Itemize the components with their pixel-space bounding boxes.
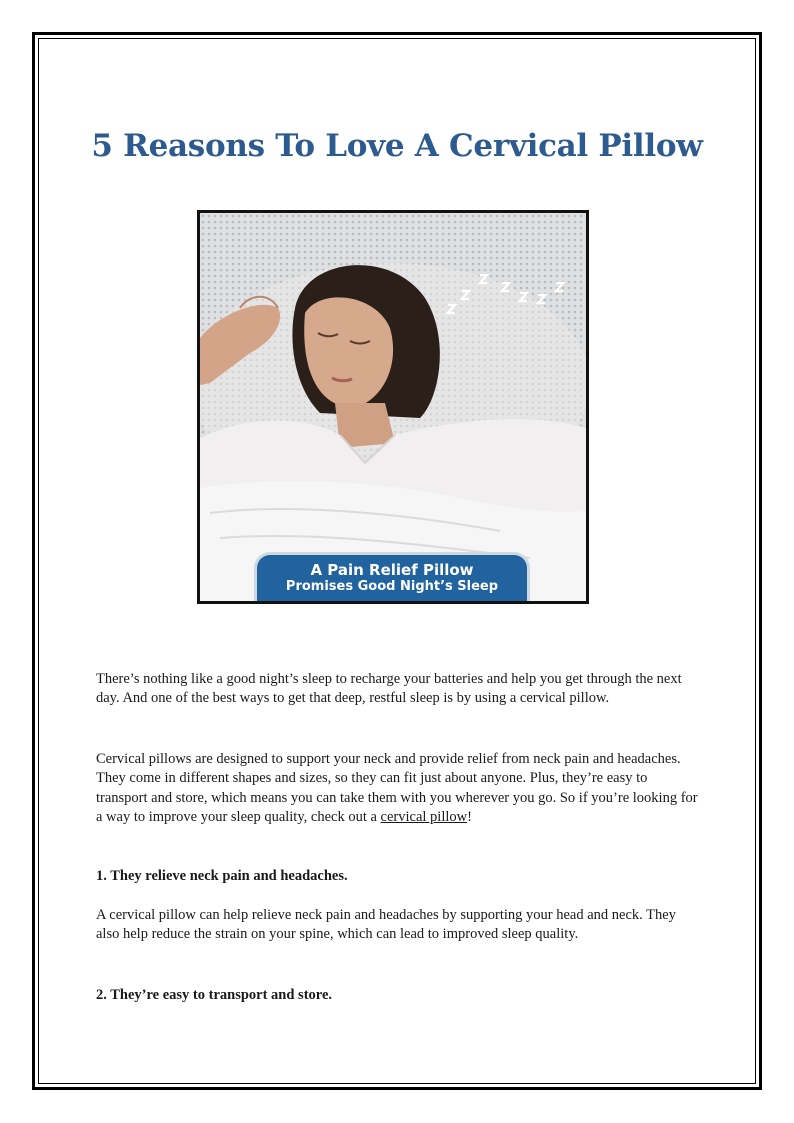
- banner-headline: A Pain Relief Pillow: [310, 561, 474, 579]
- sleeping-woman-illustration: [200, 213, 586, 601]
- cervical-pillow-link[interactable]: cervical pillow: [380, 808, 468, 825]
- cervical-pillow-paragraph: [96, 750, 702, 827]
- hero-image: [197, 210, 589, 604]
- image-banner: [254, 552, 530, 601]
- paragraph-end: !: [467, 808, 472, 825]
- page-title: 5 Reasons To Love A Cervical Pillow: [91, 128, 703, 164]
- reason-heading-2: 2. They’re easy to transport and store.: [96, 987, 333, 1003]
- paragraph-text: Cervical pillows are designed to support your neck and provide relief from neck pain and headaches. They come in different shapes and sizes, so they can fit just about anyone. Plus, they’re easy to transport and store, which means you can take them with you wherever you go. So if you’re looking for a way to improve your sleep quality, check out a: [96, 751, 698, 825]
- banner-subline: Promises Good Night’s Sleep: [285, 579, 499, 594]
- reason-heading-1: 1. They relieve neck pain and headaches.: [96, 868, 348, 884]
- reason-paragraph-1: A cervical pillow can help relieve neck pain and headaches by supporting your head and neck. They also help reduce the strain on your spine, which can lead to improved sleep quality.: [96, 907, 676, 943]
- intro-paragraph: There’s nothing like a good night’s sleep to recharge your batteries and help you get through the next day. And one of the best ways to get that deep, restful sleep is by using a cervical pillow.: [96, 671, 682, 707]
